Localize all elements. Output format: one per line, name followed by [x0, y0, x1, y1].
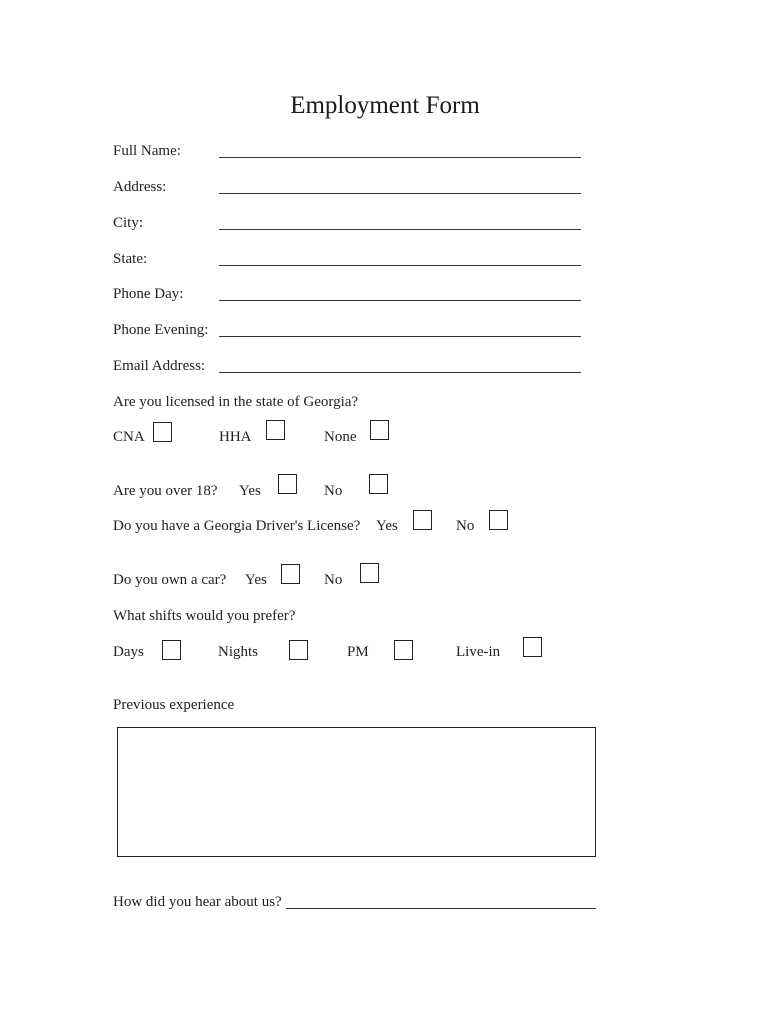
page-title: Employment Form: [290, 92, 480, 119]
experience-textbox[interactable]: [117, 727, 596, 857]
city-label: City:: [113, 215, 144, 231]
over18-yes-label: Yes: [239, 483, 261, 499]
hha-label: HHA: [219, 429, 252, 445]
car-no-label: No: [324, 572, 343, 588]
days-checkbox[interactable]: [162, 640, 181, 660]
experience-label: Previous experience: [113, 697, 235, 713]
license-question: Are you licensed in the state of Georgia?: [113, 394, 359, 410]
phone-evening-field[interactable]: [219, 336, 581, 337]
phone-day-field[interactable]: [219, 300, 581, 301]
address-field[interactable]: [219, 193, 581, 194]
none-label: None: [324, 429, 357, 445]
live-in-checkbox[interactable]: [523, 637, 542, 657]
email-field[interactable]: [219, 372, 581, 373]
nights-label: Nights: [218, 644, 259, 660]
days-label: Days: [113, 644, 144, 660]
none-checkbox[interactable]: [370, 420, 389, 440]
pm-label: PM: [347, 644, 369, 660]
drivers-license-no-checkbox[interactable]: [489, 510, 508, 530]
cna-checkbox[interactable]: [153, 422, 172, 442]
live-in-label: Live-in: [456, 644, 501, 660]
car-yes-checkbox[interactable]: [281, 564, 300, 584]
hha-checkbox[interactable]: [266, 420, 285, 440]
referral-label: How did you hear about us?: [113, 894, 282, 910]
car-yes-label: Yes: [245, 572, 267, 588]
car-no-checkbox[interactable]: [360, 563, 379, 583]
state-label: State:: [113, 251, 148, 267]
full-name-label: Full Name:: [113, 143, 181, 159]
shifts-question: What shifts would you prefer?: [113, 608, 296, 624]
pm-checkbox[interactable]: [394, 640, 413, 660]
drivers-license-question: Do you have a Georgia Driver's License?: [113, 518, 361, 534]
email-label: Email Address:: [113, 358, 206, 374]
phone-day-label: Phone Day:: [113, 286, 184, 302]
full-name-field[interactable]: [219, 157, 581, 158]
drivers-license-yes-checkbox[interactable]: [413, 510, 432, 530]
drivers-license-no-label: No: [456, 518, 475, 534]
address-label: Address:: [113, 179, 167, 195]
phone-evening-label: Phone Evening:: [113, 322, 209, 338]
over18-no-label: No: [324, 483, 343, 499]
drivers-license-yes-label: Yes: [376, 518, 398, 534]
over18-question: Are you over 18?: [113, 483, 218, 499]
state-field[interactable]: [219, 265, 581, 266]
cna-label: CNA: [113, 429, 145, 445]
over18-yes-checkbox[interactable]: [278, 474, 297, 494]
nights-checkbox[interactable]: [289, 640, 308, 660]
over18-no-checkbox[interactable]: [369, 474, 388, 494]
referral-field[interactable]: [286, 908, 596, 909]
city-field[interactable]: [219, 229, 581, 230]
car-question: Do you own a car?: [113, 572, 227, 588]
